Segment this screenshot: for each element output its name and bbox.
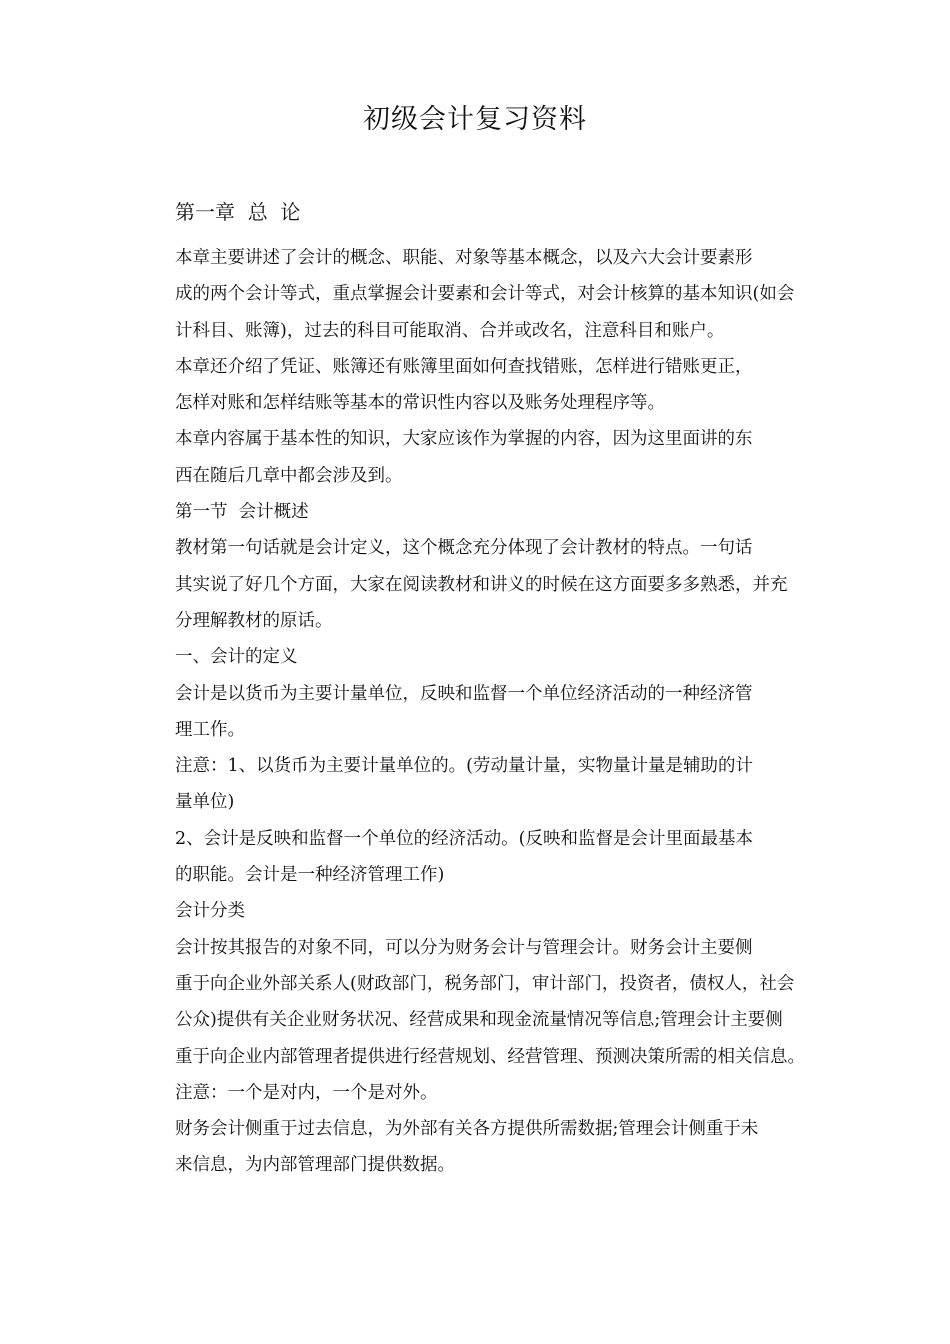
section-heading: 一、会计的定义 <box>175 647 298 668</box>
paragraph-line: 计科目、账簿)，过去的科目可能取消、合并或改名，注意科目和账户。 <box>175 320 725 341</box>
paragraph-line: 会计是以货币为主要计量单位，反映和监督一个单位经济活动的一种经济管 <box>175 683 753 704</box>
paragraph <box>136 930 814 1075</box>
paragraph-line: 其实说了好几个方面，大家在阅读教材和讲义的时候在这方面要多多熟悉，并充 <box>175 574 788 595</box>
paragraph-line: 怎样对账和怎样结账等基本的常识性内容以及账务处理程序等。 <box>175 393 665 414</box>
paragraph-line: 注意：一个是对内，一个是对外。 <box>175 1082 438 1103</box>
paragraph <box>136 530 814 639</box>
paragraph-line: 成的两个会计等式，重点掌握会计要素和会计等式，对会计核算的基本知识(如会 <box>175 284 795 305</box>
paragraph <box>136 1075 814 1111</box>
paragraph <box>136 349 814 422</box>
section-heading: 会计分类 <box>175 901 245 922</box>
paragraph-line: 量单位) <box>175 792 235 813</box>
paragraph <box>136 676 814 749</box>
paragraph-line: 西在随后几章中都会涉及到。 <box>175 465 403 486</box>
paragraph-line: 分理解教材的原话。 <box>175 610 333 631</box>
paragraph <box>136 748 814 821</box>
paragraph-line: 财务会计侧重于过去信息，为外部有关各方提供所需数据;管理会计侧重于未 <box>175 1119 759 1140</box>
paragraph-line: 来信息，为内部管理部门提供数据。 <box>175 1155 455 1176</box>
paragraph-line: 公众)提供有关企业财务状况、经营成果和现金流量情况等信息;管理会计主要侧 <box>175 1010 783 1031</box>
paragraph-line: 重于向企业外部关系人(财政部门，税务部门，审计部门，投资者，债权人，社会 <box>175 973 795 994</box>
paragraph <box>136 421 814 494</box>
section-heading: 第一节 会计概述 <box>175 502 309 523</box>
chapter-heading: 第一章 总 论 <box>175 200 301 224</box>
paragraph <box>136 1111 814 1184</box>
paragraph-line: 的职能。会计是一种经济管理工作) <box>175 865 445 886</box>
paragraph-line: 会计按其报告的对象不同，可以分为财务会计与管理会计。财务会计主要侧 <box>175 937 753 958</box>
paragraph-line: 2、会计是反映和监督一个单位的经济活动。(反映和监督是会计里面最基本 <box>175 828 753 849</box>
paragraph-line: 本章主要讲述了会计的概念、职能、对象等基本概念，以及六大会计要素形 <box>175 248 753 268</box>
document-body <box>136 240 814 1184</box>
paragraph-line: 重于向企业内部管理者提供进行经营规划、经营管理、预测决策所需的相关信息。 <box>175 1046 805 1067</box>
paragraph-line: 本章还介绍了凭证、账簿还有账簿里面如何查找错账，怎样进行错账更正， <box>175 356 753 377</box>
paragraph-line: 理工作。 <box>175 719 245 740</box>
paragraph-line: 教材第一句话就是会计定义，这个概念充分体现了会计教材的特点。一句话 <box>175 538 753 559</box>
paragraph <box>136 240 814 349</box>
paragraph <box>136 821 814 894</box>
paragraph-line: 注意：1、以货币为主要计量单位的。(劳动量计量，实物量计量是辅助的计 <box>175 756 753 777</box>
document-title: 初级会计复习资料 <box>363 104 587 135</box>
paragraph-line: 本章内容属于基本性的知识，大家应该作为掌握的内容，因为这里面讲的东 <box>175 429 753 450</box>
